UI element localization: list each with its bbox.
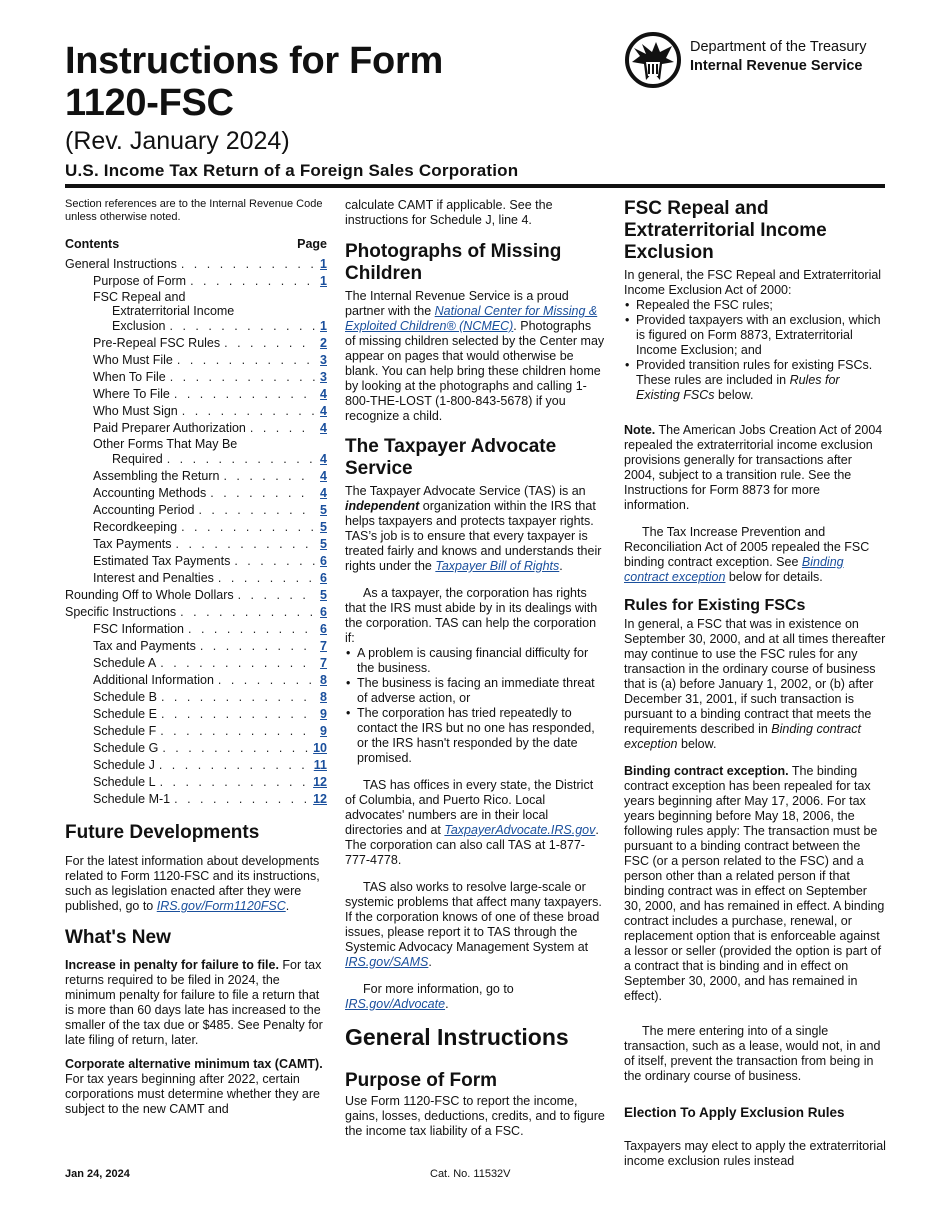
ncmec-link[interactable]: National Center for Missing & Exploited Children® (NCMEC) <box>345 304 598 333</box>
binding-contract-paragraph: Binding contract exception. The binding contract exception has been repealed for tax years beginning after May 17, 2006. For tax years beginning before May 18, 2006, the following rules apply: The transaction must be pursuant to a binding contract between the FSC (or a person related to the FSC) and a person other than a related person if that binding contract was in effect on September 30, 2000, and has remained in effect. A binding contract includes a purchase, renewal, or replacement option that is enforceable against a lessor or seller (provided the option is part of a contract that is binding and in effect on September 30, 2000, and has remained in effect). <box>624 764 885 1003</box>
toc-entry[interactable]: Schedule L . . . 12 <box>65 774 327 791</box>
list-item: • The corporation has tried repeatedly to contact the IRS but no one has responded, or the IRS hasn't responded by the date promised. <box>345 706 605 766</box>
title-line-1: Instructions for Form <box>65 40 443 82</box>
toc-page-link[interactable]: 1 <box>320 319 327 333</box>
toc-entry[interactable]: Where To File . . . 4 <box>65 386 327 403</box>
election-text: Taxpayers may elect to apply the extraterritorial income exclusion rules instead <box>624 1139 886 1168</box>
toc-entry[interactable]: Estimated Tax Payments . . . 6 <box>65 553 327 570</box>
toc-page-link[interactable]: 5 <box>320 588 327 602</box>
toc-page-link[interactable]: 4 <box>320 404 327 418</box>
toc-entry[interactable]: Schedule A . . . 7 <box>65 655 327 672</box>
missing-children-text: The Internal Revenue Service is a proud partner with the National Center for Missing & Exploited Children® (NCMEC). Photographs of missing children selected by the Center may appear on pages that would otherwise be blank. You can help bring these children home by looking at the photographs and calling 1-800-THE-LOST (1-800-843-5678) if you recognize a child. <box>345 289 605 423</box>
camt-paragraph: Corporate alternative minimum tax (CAMT). For tax years beginning after 2022, certain corporations must determine whether they are subject to the new CAMT and <box>65 1057 323 1116</box>
toc-page-link[interactable]: 4 <box>320 486 327 500</box>
toc-entry[interactable]: Purpose of Form . . . 1 <box>65 273 327 290</box>
agency-block <box>622 30 892 90</box>
form-subtitle: U.S. Income Tax Return of a Foreign Sales Corporation <box>65 161 519 180</box>
table-of-contents: General Instructions . . . 1 Purpose of Form . . . 1 FSC Repeal and Extraterritorial Income Exclusion . . . 1 Pre-Repeal FSC Rules . . . 2 Who Must File . . . 3 When To File . . . 3 Where To File . . . 4 Who Must Sign . . . 4 Paid Preparer Authorization . . . 4 Other Forms That May Be Required . . . 4 Assembling the Return . . . 4 Accounting Methods . . . 4 Accounting Period . . . 5 Recordkeeping . . . 5 Tax Payments . . . 5 Estimated Tax Payments . . . 6 Interest and Penalties . . . 6 Rounding Off to Whole Dollars . . . 5 Specific Instructions . . . 6 FSC Information . . . 6 Tax and Payments . . . 7 Schedule A . . . 7 Additional Information . . . 8 Schedule B . . . 8 Schedule E . . . 9 Schedule F . . . 9 Schedule G . . . 10 Schedule J . . . 11 Schedule L . . . 12 Schedule M-1 . . . 12 <box>65 256 327 808</box>
list-item: • Repealed the FSC rules; <box>624 298 886 313</box>
toc-entry-multiline: Other Forms That May Be <box>93 437 238 451</box>
toc-page-link[interactable]: 4 <box>320 421 327 435</box>
toc-page-link[interactable]: 1 <box>320 274 327 288</box>
toc-page-link[interactable]: 2 <box>320 336 327 350</box>
toc-page-link[interactable]: 9 <box>320 724 327 738</box>
rules-existing-fscs-text: In general, a FSC that was in existence on September 30, 2000, and at all times thereafter may continue to use the FSC rules for any transaction in the ordinary course of business that is (a) before January 1, 2002, or (b) after December 31, 2001, if such transaction is pursuant to a binding contract that meets the requirements described in Binding contract exception below. <box>624 617 886 751</box>
toc-entry[interactable]: Accounting Period . . . 5 <box>65 502 327 519</box>
tipra-paragraph: The Tax Increase Prevention and Reconciliation Act of 2005 repealed the FSC binding contract exception. See Binding contract exception below for details. <box>624 525 870 584</box>
revision-date: (Rev. January 2024) <box>65 127 290 155</box>
note-paragraph: Note. The American Jobs Creation Act of 2004 repealed the extraterritorial income exclusion provisions generally for transactions after 2004, subject to a transition rule. See the Instructions for Form 8873 for more information. <box>624 423 883 512</box>
toc-page-link[interactable]: 1 <box>320 257 327 271</box>
toc-entry[interactable]: Additional Information . . . 8 <box>65 672 327 689</box>
toc-entry[interactable]: Interest and Penalties . . . 6 <box>65 570 327 587</box>
whats-new-heading: What's New <box>65 927 171 948</box>
toc-entry[interactable]: FSC Information . . . 6 <box>65 621 327 638</box>
list-item: • A problem is causing financial difficulty for the business. <box>345 646 605 676</box>
section-references-note: Section references are to the Internal Revenue Code unless otherwise noted. <box>65 198 323 223</box>
title-line-2: 1120-FSC <box>65 82 234 124</box>
toc-page-link[interactable]: 7 <box>320 656 327 670</box>
toc-page-link[interactable]: 12 <box>313 775 327 789</box>
footer-date: Jan 24, 2024 <box>65 1168 130 1180</box>
irs-eagle-logo-icon <box>622 32 684 88</box>
toc-entry[interactable]: Tax Payments . . . 5 <box>65 536 327 553</box>
taxpayer-advocate-heading: The Taxpayer Advocate Service <box>345 436 557 479</box>
penalty-paragraph: Increase in penalty for failure to file. For tax returns required to be filed in 2024, the minimum penalty for failure to file a return that is more than 60 days late has increased to the smaller of the tax due or $485. See Penalty for late filing of return, later. <box>65 958 323 1047</box>
toc-entry[interactable]: Who Must Sign . . . 4 <box>65 403 327 420</box>
toc-entry[interactable]: Tax and Payments . . . 7 <box>65 638 327 655</box>
binding-contract-link[interactable]: Binding contract exception <box>624 555 844 584</box>
toc-entry[interactable]: Required . . . 4 <box>65 451 327 468</box>
column-left <box>65 198 327 1117</box>
purpose-of-form-text: Use Form 1120-FSC to report the income, gains, losses, deductions, credits, and to figure the income tax liability of a FSC. <box>345 1094 605 1138</box>
toc-entry[interactable]: Assembling the Return . . . 4 <box>65 468 327 485</box>
toc-entry[interactable]: Schedule J . . . 11 <box>65 757 327 774</box>
toc-page-link[interactable]: 5 <box>320 520 327 534</box>
future-developments-heading: Future Developments <box>65 822 260 843</box>
general-instructions-heading: General Instructions <box>345 1024 569 1050</box>
toc-entry[interactable]: Schedule E . . . 9 <box>65 706 327 723</box>
contents-label: Contents <box>65 237 120 251</box>
column-middle <box>345 198 605 1139</box>
toc-entry-multiline: FSC Repeal and <box>93 290 186 304</box>
toc-entry[interactable]: Schedule F . . . 9 <box>65 723 327 740</box>
toc-page-link[interactable]: 5 <box>320 537 327 551</box>
toc-page-link[interactable]: 6 <box>320 571 327 585</box>
tas-intro: The Taxpayer Advocate Service (TAS) is an independent organization within the IRS that helps taxpayers and protects taxpayer rights. TAS’s job is to ensure that every taxpayer is treated fairly and knows and understands their rights under the Taxpayer Bill of Rights. <box>345 484 602 573</box>
toc-page-link[interactable]: 6 <box>320 554 327 568</box>
toc-entry[interactable]: When To File . . . 3 <box>65 369 327 386</box>
tas-more-info-paragraph: For more information, go to IRS.gov/Advocate. <box>345 982 514 1011</box>
agency-department: Department of the Treasury <box>690 39 867 55</box>
toc-page-link[interactable]: 3 <box>320 353 327 367</box>
list-item: • Provided transition rules for existing FSCs. These rules are included in Rules for Existing FSCs below. <box>624 358 886 403</box>
election-heading: Election To Apply Exclusion Rules <box>624 1105 845 1120</box>
taxpayer-bill-of-rights-link[interactable]: Taxpayer Bill of Rights <box>435 559 560 573</box>
tas-conditions-list <box>345 646 605 766</box>
toc-page-link[interactable]: 9 <box>320 707 327 721</box>
contents-header <box>65 237 327 252</box>
form1120fsc-link[interactable]: IRS.gov/Form1120FSC <box>156 899 286 913</box>
agency-name: Internal Revenue Service <box>690 58 863 74</box>
toc-page-link[interactable]: 6 <box>320 605 327 619</box>
advocate-link[interactable]: IRS.gov/Advocate <box>345 997 446 1011</box>
page-column-label: Page <box>297 237 327 251</box>
sams-link[interactable]: IRS.gov/SAMS <box>345 955 429 969</box>
column-right <box>624 198 886 1169</box>
toc-entry[interactable]: Schedule B . . . 8 <box>65 689 327 706</box>
toc-entry[interactable]: Recordkeeping . . . 5 <box>65 519 327 536</box>
toc-entry[interactable]: Pre-Repeal FSC Rules . . . 2 <box>65 335 327 352</box>
toc-entry[interactable]: General Instructions . . . 1 <box>65 256 327 273</box>
toc-page-link[interactable]: 5 <box>320 503 327 517</box>
toc-entry[interactable]: Accounting Methods . . . 4 <box>65 485 327 502</box>
toc-entry[interactable]: Schedule M-1 . . . 12 <box>65 791 327 808</box>
toc-page-link[interactable]: 10 <box>313 741 327 755</box>
repeal-list <box>624 298 886 403</box>
toc-entry[interactable]: Who Must File . . . 3 <box>65 352 327 369</box>
future-developments-text: For the latest information about developments related to Form 1120-FSC and its instructions, such as legislation enacted after they were published, go to IRS.gov/Form1120FSC. <box>65 854 320 913</box>
toc-page-link[interactable]: 8 <box>320 690 327 704</box>
repeal-intro: In general, the FSC Repeal and Extraterritorial Income Exclusion Act of 2000: <box>624 268 882 297</box>
list-item: • Provided taxpayers with an exclusion, which is figured on Form 8873, Extraterritorial Income Exclusion; and <box>624 313 886 358</box>
toc-page-link[interactable]: 4 <box>320 469 327 483</box>
toc-entry[interactable]: Rounding Off to Whole Dollars . . . 5 <box>65 587 327 604</box>
toc-page-link[interactable]: 4 <box>320 387 327 401</box>
taxpayer-advocate-link[interactable]: TaxpayerAdvocate.IRS.gov <box>444 823 596 837</box>
toc-page-link[interactable]: 4 <box>320 452 327 466</box>
camt-continued: calculate CAMT if applicable. See the instructions for Schedule J, line 4. <box>345 198 553 227</box>
tas-systemic-paragraph: TAS also works to resolve large-scale or systemic problems that affect many taxpayers. If the corporation knows of one of these broad issues, please report it to TAS through the Systemic Advocacy Management System at IRS.gov/SAMS. <box>345 880 602 969</box>
tas-rights-paragraph: As a taxpayer, the corporation has rights that the IRS must abide by in its dealings with the corporation. TAS can help the corporation if: <box>345 586 598 645</box>
toc-entry[interactable]: Specific Instructions . . . 6 <box>65 604 327 621</box>
document-title <box>65 40 625 124</box>
fsc-repeal-heading: FSC Repeal and Extraterritorial Income Exclusion <box>624 198 827 263</box>
header-rule <box>65 184 885 188</box>
mere-entering-paragraph: The mere entering into of a single transaction, such as a lease, would not, in and of itself, prevent the transaction from being in the ordinary course of business. <box>624 1024 881 1083</box>
list-item: • The business is facing an immediate threat of adverse action, or <box>345 676 605 706</box>
purpose-of-form-heading: Purpose of Form <box>345 1070 498 1091</box>
toc-page-link[interactable]: 12 <box>313 792 327 806</box>
missing-children-heading: Photographs of Missing Children <box>345 241 562 284</box>
toc-page-link[interactable]: 7 <box>320 639 327 653</box>
tas-offices-paragraph: TAS has offices in every state, the District of Columbia, and Puerto Rico. Local advocates' numbers are in their local directories and at TaxpayerAdvocate.IRS.gov. The corporation can also call TAS at 1-877-777-4778. <box>345 778 599 867</box>
footer-catalog-number: Cat. No. 11532V <box>430 1168 511 1180</box>
rules-existing-fscs-heading: Rules for Existing FSCs <box>624 597 806 614</box>
toc-page-link[interactable]: 3 <box>320 370 327 384</box>
toc-page-link[interactable]: 6 <box>320 622 327 636</box>
toc-page-link[interactable]: 11 <box>313 758 327 772</box>
toc-entry[interactable]: Exclusion . . . 1 <box>65 318 327 335</box>
toc-page-link[interactable]: 8 <box>320 673 327 687</box>
toc-entry[interactable]: Paid Preparer Authorization . . . 4 <box>65 420 327 437</box>
toc-entry[interactable]: Schedule G . . . 10 <box>65 740 327 757</box>
